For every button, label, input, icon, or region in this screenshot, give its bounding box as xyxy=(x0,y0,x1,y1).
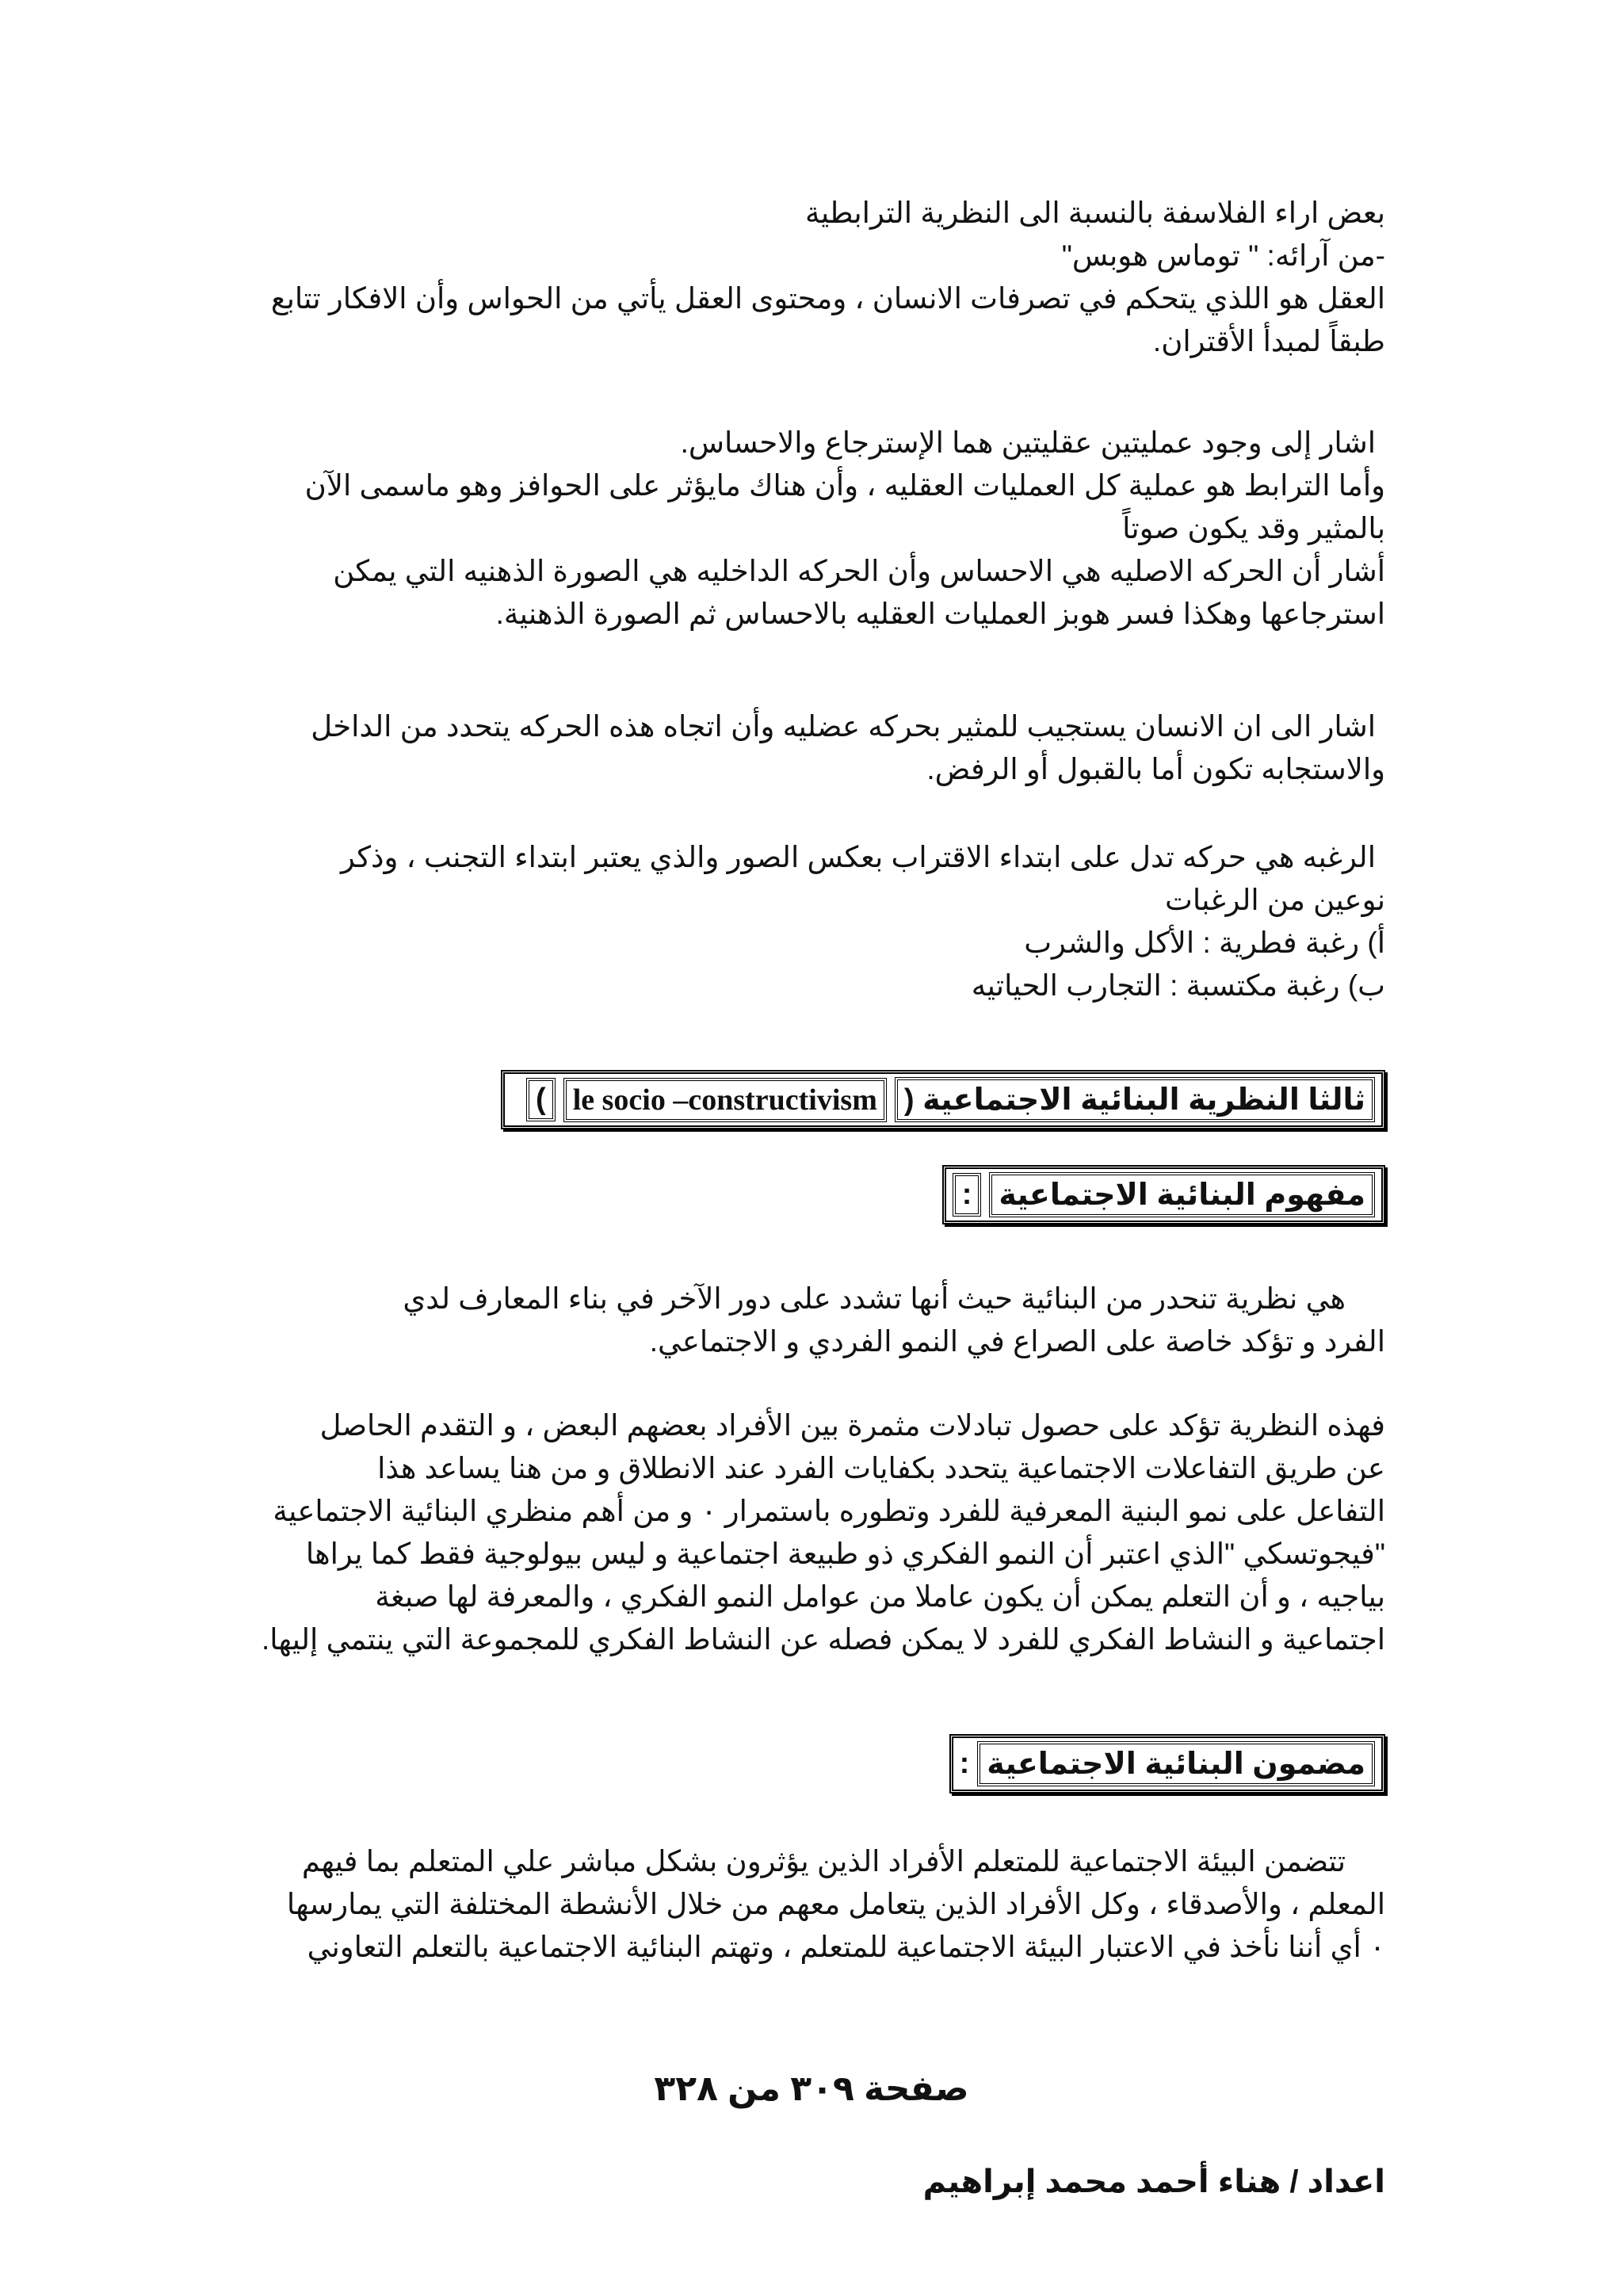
concept-heading-colon: : xyxy=(953,1173,982,1217)
paragraph-line: والاستجابه تكون أما بالقبول أو الرفض. xyxy=(926,753,1385,785)
paragraph-line: طبقاً لمبدأ الأقتران. xyxy=(1152,325,1385,357)
desire-section xyxy=(260,836,1385,1007)
paragraph-line: اجتماعية و النشاط الفكري للفرد لا يمكن فصله عن النشاط الفكري للمجموعة التي ينتمي إليها. xyxy=(261,1623,1385,1656)
theory-heading-arabic: ثالثا النظرية البنائية الاجتماعية ( xyxy=(895,1077,1375,1122)
philosophers-section xyxy=(260,192,1385,363)
page-number: صفحة ٣٠٩ من ٣٢٨ xyxy=(654,2069,969,2108)
response-section xyxy=(260,705,1385,791)
paragraph-line: اشار إلى وجود عمليتين عقليتين هما الإسترجاع والاحساس. xyxy=(680,426,1376,459)
paragraph-line: العقل هو اللذي يتحكم في تصرفات الانسان ، ومحتوى العقل يأتي من الحواس وأن الافكار تتابع xyxy=(270,282,1385,315)
paragraph-line: نوعين من الرغبات xyxy=(1165,884,1385,916)
paragraph-line: أشار أن الحركه الاصليه هي الاحساس وأن الحركه الداخليه هي الصورة الذهنيه التي يمكن xyxy=(333,555,1385,587)
paragraph-line: فهذه النظرية تؤكد على حصول تبادلات مثمرة بين الأفراد بعضهم البعض ، و التقدم الحاصل xyxy=(319,1409,1385,1442)
content-heading-label: مضمون البنائية الاجتماعية xyxy=(977,1741,1375,1786)
paragraph-line: بالمثير وقد يكون صوتاً xyxy=(1122,512,1385,544)
paragraph-line: الفرد و تؤكد خاصة على الصراع في النمو الفردي و الاجتماعي. xyxy=(649,1325,1385,1358)
content-heading xyxy=(949,1734,1385,1794)
author-credit: اعداد / هناء أحمد محمد إبراهيم xyxy=(922,2164,1385,2199)
content-paragraph xyxy=(260,1840,1385,1969)
content-heading-colon: : xyxy=(959,1747,970,1780)
paragraph-line: استرجاعها وهكذا فسر هوبز العمليات العقليه بالاحساس ثم الصورة الذهنية. xyxy=(495,598,1385,630)
theory-paragraph xyxy=(260,1404,1385,1661)
theory-heading-close: ) xyxy=(526,1078,556,1121)
paragraph-line: هي نظرية تنحدر من البنائية حيث أنها تشدد على دور الآخر في بناء المعارف لدي xyxy=(403,1282,1346,1315)
list-item: أ) رغبة فطرية : الأكل والشرب xyxy=(1024,926,1385,959)
paragraph-line: الرغبه هي حركه تدل على ابتداء الاقتراب بعكس الصور والذي يعتبر ابتداء التجنب ، وذكر xyxy=(340,841,1376,873)
association-section xyxy=(260,422,1385,636)
paragraph-line: التفاعل على نمو البنية المعرفية للفرد وتطوره باستمرار ٠ و من أهم منظري البنائية الاجتماعية xyxy=(273,1495,1385,1527)
paragraph-line: عن طريق التفاعلات الاجتماعية يتحدد بكفايات الفرد عند الانطلاق و من هنا يساعد هذا xyxy=(377,1452,1385,1484)
paragraph-line: ٠ أي أننا نأخذ في الاعتبار البيئة الاجتماعية للمتعلم ، وتهتم البنائية الاجتماعية بالتعلم التعاوني xyxy=(307,1931,1385,1963)
hobbes-line: -من آرائه: " توماس هوبس" xyxy=(1061,239,1385,272)
paragraph-line: "فيجوتسكي "الذي اعتبر أن النمو الفكري ذو طبيعة اجتماعية و ليس بيولوجية فقط كما يراها xyxy=(305,1538,1385,1570)
theory-heading-latin: le socio –constructivism xyxy=(563,1078,887,1122)
list-item: ب) رغبة مكتسبة : التجارب الحياتيه xyxy=(971,969,1385,1002)
paragraph-line: تتضمن البيئة الاجتماعية للمتعلم الأفراد الذين يؤثرون بشكل مباشر علي المتعلم بما فيهم xyxy=(301,1845,1346,1878)
section-title-line: بعض اراء الفلاسفة بالنسبة الى النظرية الترابطية xyxy=(805,197,1385,229)
paragraph-line: وأما الترابط هو عملية كل العمليات العقليه ، وأن هناك مايؤثر على الحوافز وهو ماسمى الآن xyxy=(304,469,1385,502)
theory-heading xyxy=(501,1070,1385,1129)
paragraph-line: بياجيه ، و أن التعلم يمكن أن يكون عاملا من عوامل النمو الفكري ، والمعرفة لها صبغة xyxy=(375,1580,1385,1613)
paragraph-line: المعلم ، والأصدقاء ، وكل الأفراد الذين يتعامل معهم من خلال الأنشطة المختلفة التي يمارسها xyxy=(286,1888,1385,1920)
concept-heading xyxy=(942,1165,1385,1224)
concept-paragraph xyxy=(260,1278,1385,1363)
paragraph-line: اشار الى ان الانسان يستجيب للمثير بحركه عضليه وأن اتجاه هذه الحركه يتحدد من الداخل xyxy=(311,710,1376,743)
concept-heading-label: مفهوم البنائية الاجتماعية xyxy=(989,1172,1375,1217)
